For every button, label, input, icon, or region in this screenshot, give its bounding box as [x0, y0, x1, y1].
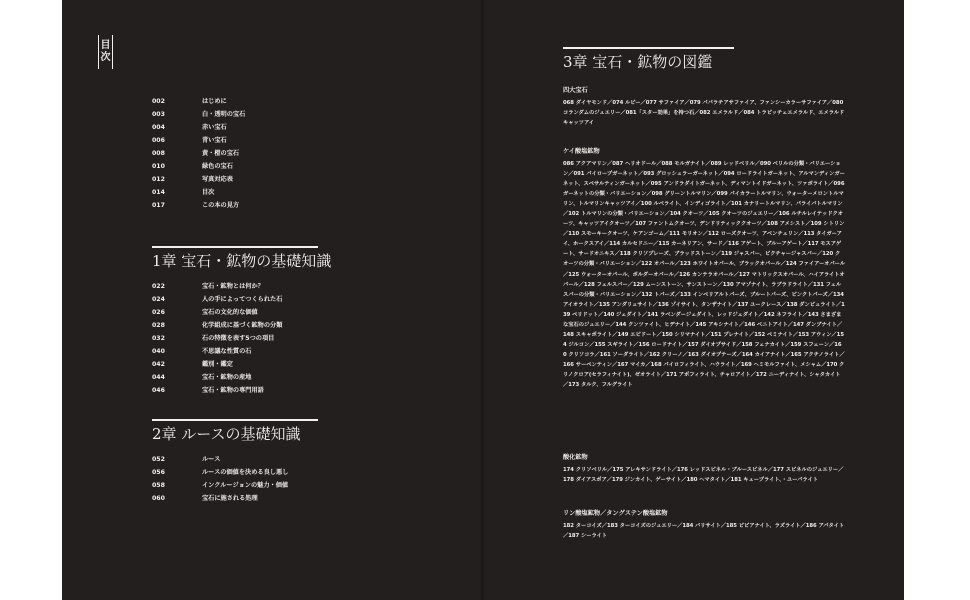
toc-row[interactable]: 002 はじめに — [152, 98, 227, 105]
chapter-rule — [152, 419, 318, 421]
toc-row[interactable]: 028 化学組成に基づく鉱物の分類 — [152, 322, 283, 329]
toc-row[interactable]: 044 宝石・鉱物の産地 — [152, 374, 252, 381]
right-page — [483, 0, 904, 600]
section-body[interactable]: 182 ターコイズ／183 ターコイズのジュエリー／184 バリサイト／185 ビビアナイト、ラズライト／186 アパタイト／187 シーライト — [563, 523, 845, 540]
section-body[interactable]: 174 クリソベリル／175 アレキサンドライト／176 レッドスピネル・ブルースピネル／177 スピネルのジュエリー／178 ダイアスポア／179 ジンカイト、ゲーサイト／180 ヘマタイト／181 キュープライト、・ユーパライト — [563, 467, 844, 484]
chapter-rule — [152, 246, 318, 248]
section-phosphates — [563, 509, 845, 541]
toc-row[interactable]: 024 人の手によってつくられた石 — [152, 296, 283, 303]
chapter1-title: 1章 宝石・鉱物の基礎知識 — [152, 252, 332, 270]
toc-row[interactable]: 006 青い宝石 — [152, 137, 227, 144]
toc-row[interactable]: 042 鑑別・鑑定 — [152, 361, 233, 368]
toc-row[interactable]: 003 白・透明の宝石 — [152, 111, 246, 118]
mokuji-char: 次 — [100, 52, 111, 63]
section-heading: 酸化鉱物 — [563, 454, 588, 461]
toc-row[interactable]: 032 石の特徴を表す5つの項目 — [152, 335, 275, 342]
toc-row[interactable]: 014 目次 — [152, 189, 215, 196]
mokuji-char: 目 — [100, 40, 111, 51]
section-silicates — [563, 147, 845, 390]
toc-row[interactable]: 017 この本の見方 — [152, 202, 240, 209]
toc-row[interactable]: 060 宝石に施される処理 — [152, 495, 258, 502]
chapter3-title: 3章 宝石・鉱物の図鑑 — [563, 53, 713, 71]
chapter-rule — [563, 47, 734, 49]
mokuji-label — [98, 35, 113, 69]
toc-row[interactable]: 058 インクルージョンの魅力・価値 — [152, 482, 289, 489]
section-heading: ケイ酸塩鉱物 — [563, 148, 600, 155]
toc-row[interactable]: 026 宝石の文化的な価値 — [152, 309, 258, 316]
toc-row[interactable]: 046 宝石・鉱物の専門用語 — [152, 387, 264, 394]
chapter2-title: 2章 ルースの基礎知識 — [152, 425, 301, 443]
section-body[interactable]: 086 アクアマリン／087 ヘリオドール／088 モルガナイト／089 レッドベリル／090 ベリルの分類・バリエーション／091 パイロープガーネット／093 グロッシュラーガーネット／094 ロードライトガーネット、アルマンディンガーネット、スペサルティンガーネット／095 アンドラダイトガーネット、ディマントイドガーネット、ツァボライト／096 ガーネットの分類・バリエーション／098 グリーントルマリン／099 パイカラートルマリン、ウォーターメロントルマリン、トルマリンキャッツアイ／100 ルベライト、インディゴライト／101 カナリートルマリン、パライバトルマリン／102 トルマリンの分類・バリエーション／104 クオーツ／105 クオーツのジュエリー／106 ルチルレイテッドクオーツ、キャッツアイクオーツ／107 ファントムクオーツ、デンドリティッククオーツ／108 アメシスト／109 シトリン／110 スモーキークオーツ、ケアンゴーム／111 モリオン／112 ローズクオーツ、アベンチュリン／113 タイガーアイ、ホークスアイ／114 カルセドニー／115 カーネリアン、サード／116 アゲート、ブルーアゲート／117 モスアゲート、サードオニキス／118 クリソプレーズ、ブラッドストーン／119 ジャスパー、ピクチャージャスパー／120 クオーツの分類・バリエーション／122 オパール／123 ホワイトオパール、ブラックオパール／124 ファイアーオパール／125 ウォーターオパール、ボルダーオパール／126 カンテラオパール／127 マトリックスオパール、ハイアライトオパール／128 フェルスパー／129 ムーンストーン、サンストーン／130 アマゾナイト、ラブラドライト／131 フェルスパーの分類・バリエーション／132 トパーズ／133 インペリアルトパーズ、ブルートパーズ、ピンクトパーズ／134 アイオライト／135 アンダリュサイト／136 ゾイサイト、タンザナイト／137 ユークレース／138 ダンビュライト／139 ペリドット／140 ジェダイト／141 ラベンダージェダイト、レッドジェダイト／142 ネフライト／143 さまざまな宝石のジュエリー／144 クンツァイト、ヒデナイト／145 アキシナイト／146 ベニトアイト／147 ダンブナイト／148 スキャポライト／149 エピドート／150 シリマナイト／151 プレナイト／152 ペミナイト／153 アウィン／154 ジルコン／155 スギライト／156 ロードナイト／157 ダイオプサイド／158 フェナカイト／159 スフェーン／160 クリソコラ／161 ソーダライト／162 クリーノ／163 ダイオプテーズ／164 カイアナイト／165 アクチノライト／166 サーペンティン／167 マイカ／168 パイロフィライト、ハウライト／169 ヘミモルファイト、メシャム／170 クリノクロア(セラフィナイト)、ゼオライト／171 アポフィライト、チャロアイト／172 ニーディナイト、シャタカイト／173 タルク、フルグライト — [563, 161, 845, 389]
toc-row[interactable]: 052 ルース — [152, 456, 221, 463]
section-heading: 四大宝石 — [563, 87, 588, 94]
toc-row[interactable]: 010 緑色の宝石 — [152, 163, 233, 170]
toc-row[interactable]: 056 ルースの価値を決める良し悪し — [152, 469, 289, 476]
toc-row[interactable]: 012 写真対応表 — [152, 176, 233, 183]
toc-row[interactable]: 004 赤い宝石 — [152, 124, 227, 131]
chapter2-heading — [152, 419, 384, 444]
chapter1-heading — [152, 246, 384, 271]
toc-row[interactable]: 022 宝石・鉱物とは何か？ — [152, 283, 264, 290]
toc-row[interactable]: 040 不思議な性質の石 — [152, 348, 252, 355]
section-heading: リン酸塩鉱物／タングステン酸塩鉱物 — [563, 510, 668, 517]
left-page — [62, 0, 483, 600]
section-body[interactable]: 068 ダイヤモンド／074 ルビー／077 サファイア／079 パパラチアサファイア、ファンシーカラーサファイア／080 コランダムのジュエリー／081「スター効果」を持つ石／082 エメラルド／084 トラピッチェエメラルド、エメラルドキャッツアイ — [563, 100, 845, 127]
chapter3-heading — [563, 47, 823, 72]
section-gems — [563, 86, 845, 128]
book-spread — [62, 0, 904, 600]
section-oxides — [563, 453, 845, 485]
toc-row[interactable]: 008 黄・橙の宝石 — [152, 150, 240, 157]
